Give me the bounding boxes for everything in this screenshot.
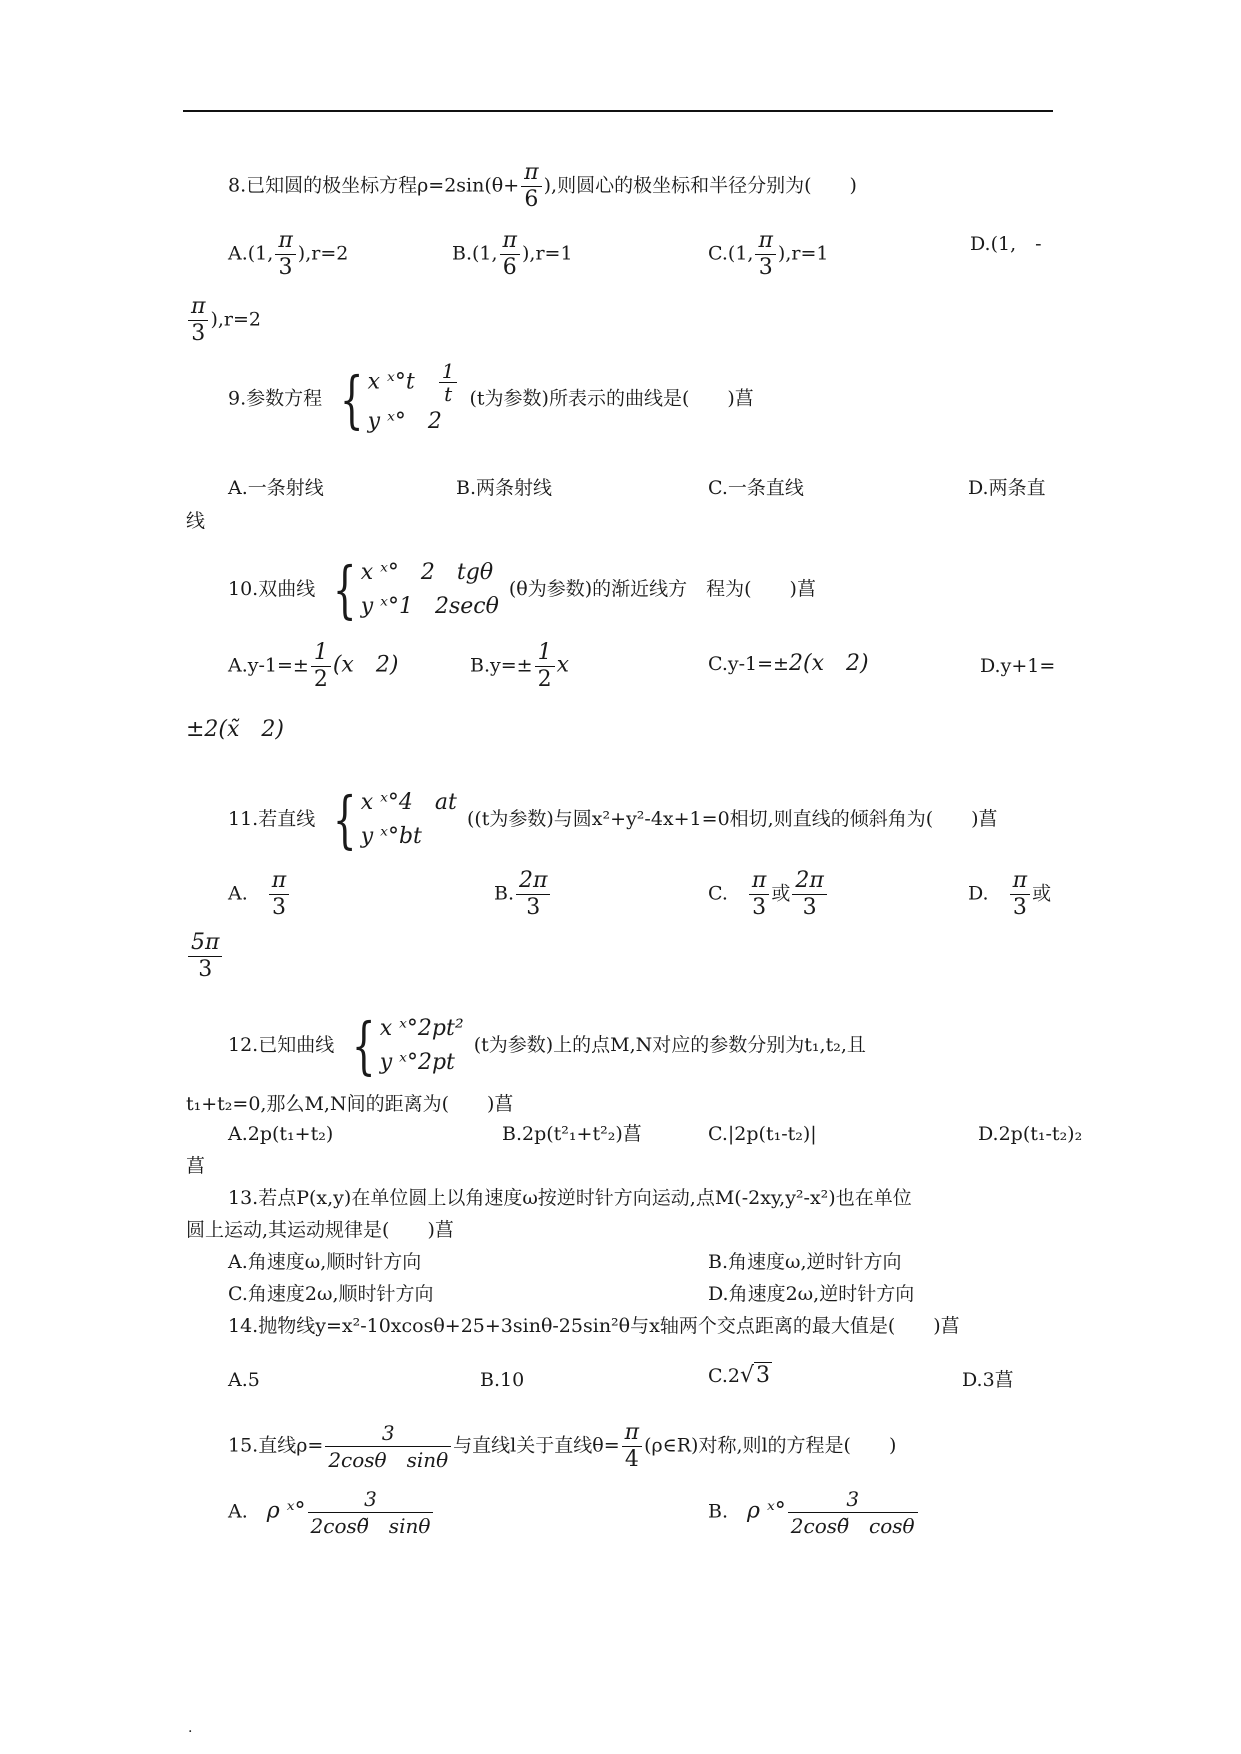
q10-option-d: D.y+1= [980,655,1056,677]
q11-option-d: D. $\frac{\pi}{3}$ 或 [968,868,1052,920]
q14-option-b: B.10 [480,1369,525,1391]
q11-stem: 11.若直线 { x ˣ°4 at y ˣ°bt ((t为参数)与圆x²+y²-4x+1=0相切,则直线的倾斜角为( )菖 [228,783,998,856]
q12-system: { x ˣ°2pt² y ˣ°2pt [352,1009,464,1082]
q9-option-a: A.一条射线 [228,477,324,499]
q12-option-d: D.2p(t₁-t₂)₂ [978,1123,1083,1145]
footer-dot: . [188,1720,193,1736]
q11-option-b: B. $\frac{2\pi}{3}$ [494,868,552,921]
q13-stem-cont: 圆上运动,其运动规律是( )菖 [186,1219,454,1241]
q13-option-b: B.角速度ω,逆时针方向 [708,1251,902,1273]
q9-stem: 9.参数方程 { x ˣ°t $\frac{1}{t}$ y ˣ° 2 (t为参数)所表示的曲线是( )菖 [228,360,754,439]
q11-option-c: C. $\frac{\pi}{3}$ 或 $\frac{2\pi}{3}$ [708,868,829,921]
q10-option-b: B.y=± $\frac{1}{2}$ x [470,640,569,692]
q14-stem: 14.抛物线y=x²-10xcosθ+25+3sinθ-25sin²θ与x轴两个交点距离的最大值是( )菖 [228,1315,960,1337]
q8-option-d: D.(1, - [970,233,1042,255]
q8-option-a: A.(1, $\frac{\pi}{3}$ ),r=2 [228,228,349,280]
q13-option-a: A.角速度ω,顺时针方向 [228,1251,422,1273]
q10-stem: 10.双曲线 { x ˣ° 2 tgθ y ˣ°1 2secθ (θ为参数)的渐近线方 程为( )菖 [228,553,816,626]
q9-option-d: D.两条直 [968,477,1046,499]
q13-option-c: C.角速度2ω,顺时针方向 [228,1283,434,1305]
q8-option-b: B.(1, $\frac{\pi}{6}$ ),r=1 [452,228,573,280]
q11-option-d-cont: $\frac{5\pi}{3}$ [186,930,224,983]
q15-stem: 15.直线ρ= $\frac{3}{\text{2cosθ sinθ}}$ 与直线l关于直线θ= $\frac{\pi}{4}$ (ρ∈R)对称,则l的方程是( ) [228,1420,897,1472]
q12-option-c: C.|2p(t₁-t₂)| [708,1123,817,1145]
q13-option-d: D.角速度2ω,逆时针方向 [708,1283,915,1305]
q9-option-d-cont: 线 [186,510,206,532]
q8-stem: 8.已知圆的极坐标方程ρ=2sin(θ+ $\frac{\pi}{6}$ ),则圆心的极坐标和半径分别为( ) [228,160,857,212]
q12-option-d-cont: 菖 [186,1155,206,1177]
q11-option-a: A. $\frac{\pi}{3}$ [228,868,291,921]
q8-option-c: C.(1, $\frac{\pi}{3}$ ),r=1 [708,228,829,280]
q15-option-a: A. ρ ˣ° $\frac{3}{2\cos\thetã \sin\theta}$ [228,1486,435,1539]
q9-option-b: B.两条射线 [456,477,553,499]
header-rule [183,110,1053,112]
q9-system: { x ˣ°t $\frac{1}{t}$ y ˣ° 2 [332,360,459,439]
q9-option-c: C.一条直线 [708,477,804,499]
q12-option-b: B.2p(t²₁+t²₂)菖 [502,1123,642,1145]
q10-option-d-cont: ±2(x̃ 2) [186,717,285,742]
q10-system: { x ˣ° 2 tgθ y ˣ°1 2secθ [333,553,499,626]
q12-stem: 12.已知曲线 { x ˣ°2pt² y ˣ°2pt (t为参数)上的点M,N对应的参数分别为t₁,t₂,且 [228,1009,866,1082]
q11-system: { x ˣ°4 at y ˣ°bt [333,783,457,856]
q15-option-b: B. ρ ˣ° $\frac{3}{2\cos\thetã \cos\theta}$ [708,1486,920,1539]
q13-stem: 13.若点P(x,y)在单位圆上以角速度ω按逆时针方向运动,点M(-2xy,y²-x²)也在单位 [228,1187,912,1209]
q10-option-a: A.y-1=± $\frac{1}{2}$ (x 2) [228,640,399,692]
q14-option-c: C.2√3 [708,1363,771,1388]
q12-option-a: A.2p(t₁+t₂) [228,1123,334,1145]
q8-option-d-cont: $\frac{\pi}{3}$ ),r=2 [186,294,261,347]
q14-option-d: D.3菖 [962,1369,1014,1391]
q10-option-c: C.y-1=±2(x 2) [708,651,869,676]
q12-stem-cont: t₁+t₂=0,那么M,N间的距离为( )菖 [186,1093,514,1115]
q14-option-a: A.5 [228,1369,260,1391]
